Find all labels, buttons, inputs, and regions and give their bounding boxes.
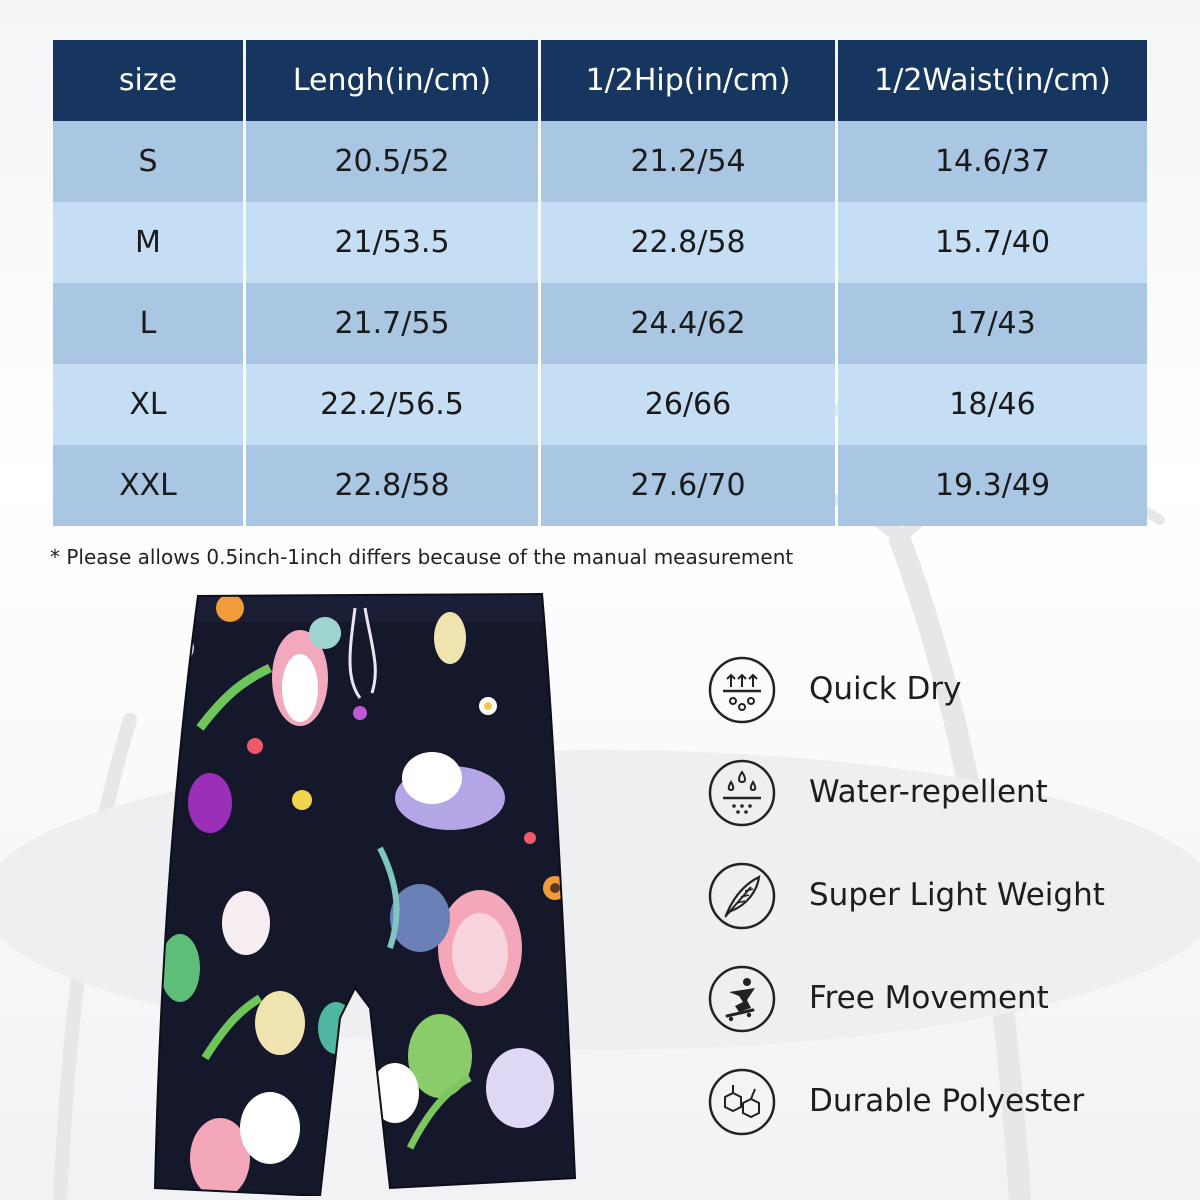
feature-label: Super Light Weight (809, 877, 1105, 913)
feature-label: Water-repellent (809, 774, 1048, 810)
length-cell: 21/53.5 (246, 202, 538, 283)
product-image-board-shorts (150, 588, 580, 1196)
length-cell: 22.2/56.5 (246, 364, 538, 445)
column-header-size: size (53, 40, 243, 121)
measurement-note: * Please allows 0.5inch-1inch differs because of the manual measurement (50, 545, 794, 569)
size-cell: S (53, 121, 243, 202)
feature-label: Durable Polyester (809, 1083, 1085, 1119)
size-cell: XXL (53, 445, 243, 526)
size-cell: XL (53, 364, 243, 445)
hip-cell: 22.8/58 (541, 202, 835, 283)
table-row (53, 283, 1147, 364)
size-cell: L (53, 283, 243, 364)
waist-cell: 18/46 (838, 364, 1147, 445)
molecule-icon (707, 1067, 777, 1137)
feature-label: Quick Dry (809, 671, 962, 707)
feature-item-quick-dry (705, 652, 1165, 755)
length-cell: 21.7/55 (246, 283, 538, 364)
feather-icon (707, 861, 777, 931)
feature-item-durable-polyester (705, 1064, 1165, 1167)
size-cell: M (53, 202, 243, 283)
feature-list (705, 652, 1165, 1167)
hip-cell: 24.4/62 (541, 283, 835, 364)
waist-cell: 17/43 (838, 283, 1147, 364)
table-row (53, 202, 1147, 283)
table-row (53, 445, 1147, 526)
hip-cell: 21.2/54 (541, 121, 835, 202)
waist-cell: 15.7/40 (838, 202, 1147, 283)
column-header-hip: 1/2Hip(in/cm) (541, 40, 835, 121)
table-row (53, 121, 1147, 202)
feature-item-free-movement (705, 961, 1165, 1064)
length-cell: 20.5/52 (246, 121, 538, 202)
length-cell: 22.8/58 (246, 445, 538, 526)
quick-dry-icon (707, 655, 777, 725)
table-row (53, 364, 1147, 445)
table-header-row (53, 40, 1147, 121)
hip-cell: 27.6/70 (541, 445, 835, 526)
column-header-waist: 1/2Waist(in/cm) (838, 40, 1147, 121)
water-repellent-icon (707, 758, 777, 828)
skater-icon (707, 964, 777, 1034)
size-chart-table (50, 40, 1150, 526)
waist-cell: 19.3/49 (838, 445, 1147, 526)
feature-item-water-repellent (705, 755, 1165, 858)
feature-item-super-light-weight (705, 858, 1165, 961)
waist-cell: 14.6/37 (838, 121, 1147, 202)
column-header-length: Lengh(in/cm) (246, 40, 538, 121)
feature-label: Free Movement (809, 980, 1049, 1016)
hip-cell: 26/66 (541, 364, 835, 445)
